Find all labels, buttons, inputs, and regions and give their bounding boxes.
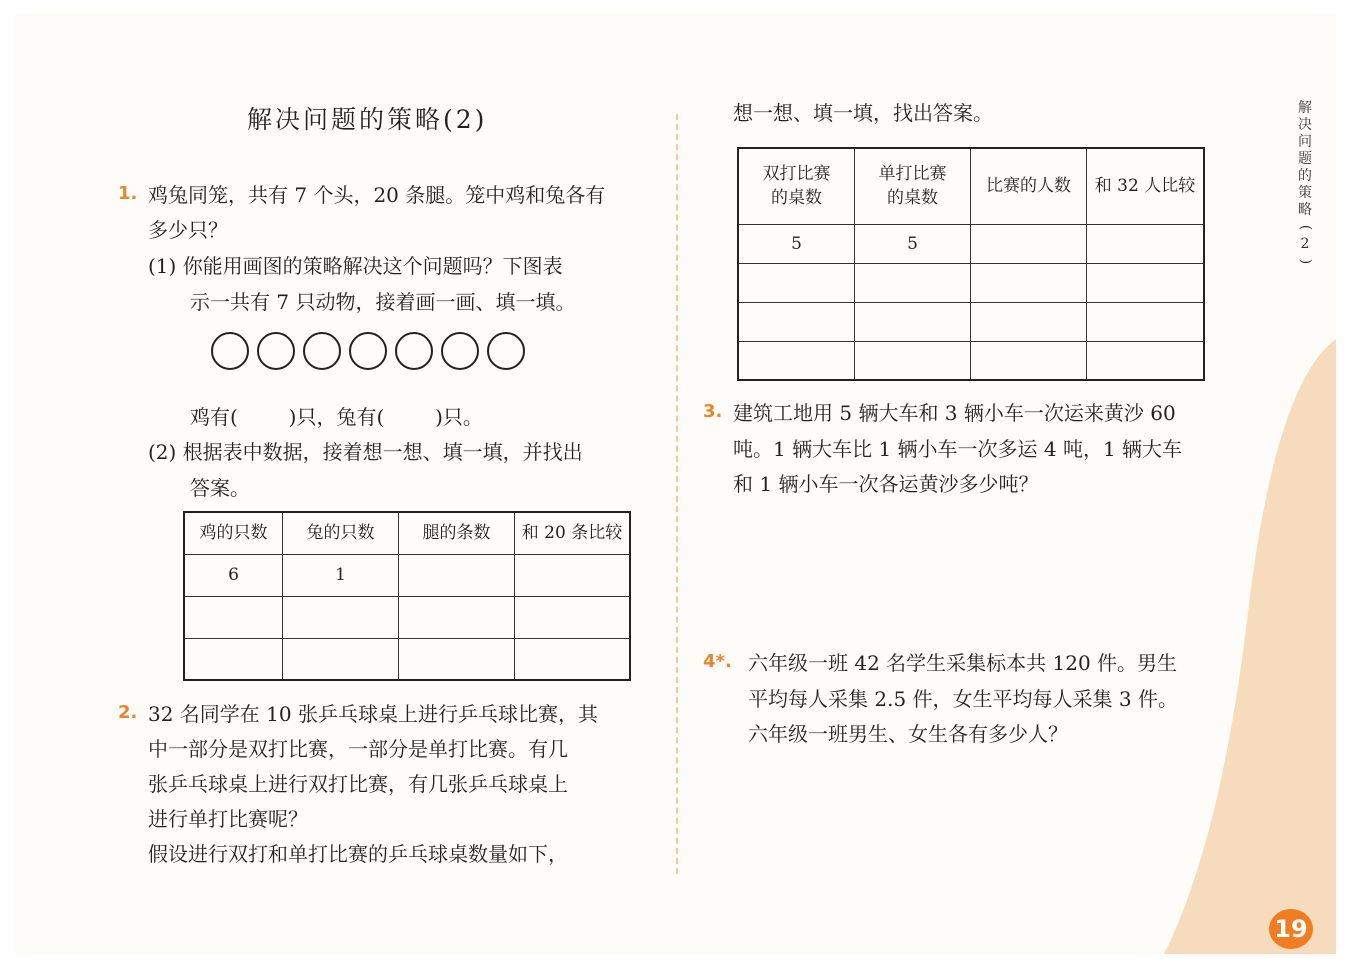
- page-title: 解决问题的策略(2): [247, 105, 488, 134]
- table-row: [738, 263, 1204, 302]
- table-cell[interactable]: [283, 596, 399, 638]
- table-cell[interactable]: [399, 554, 515, 596]
- side-title-char: 决: [1298, 117, 1312, 133]
- table-cell: 5: [738, 224, 855, 263]
- q2-text-line3: 张乒乓球桌上进行双打比赛，有几张乒乓球桌上: [148, 772, 568, 796]
- table-header-row: [184, 512, 630, 554]
- side-title-char: 2: [1300, 236, 1310, 252]
- table-cell[interactable]: [184, 638, 283, 680]
- q1-part1-line2: 示一共有 7 只动物，接着画一画、填一填。: [190, 290, 576, 314]
- q1-part2-line1: (2) 根据表中数据，接着想一想、填一填，并找出: [148, 440, 583, 464]
- animal-circle[interactable]: [349, 332, 387, 370]
- table-header-line: 的桌数: [771, 188, 822, 209]
- table-cell[interactable]: [738, 263, 855, 302]
- q2-intro-continued: 想一想、填一填，找出答案。: [733, 101, 993, 125]
- q2-text-line5: 假设进行双打和单打比赛的乒乓球桌数量如下，: [148, 842, 568, 866]
- side-title-char: 的: [1298, 168, 1312, 184]
- table-header: [971, 148, 1087, 224]
- question-2-number: 2.: [118, 702, 138, 723]
- animal-circle[interactable]: [441, 332, 479, 370]
- animal-circle[interactable]: [303, 332, 341, 370]
- animal-circle[interactable]: [487, 332, 525, 370]
- q2-text-line4: 进行单打比赛呢？: [148, 807, 308, 831]
- animal-circle[interactable]: [211, 332, 249, 370]
- table-header: [738, 148, 855, 224]
- q3-text-line2: 吨。1 辆大车比 1 辆小车一次多运 4 吨，1 辆大车: [733, 437, 1183, 461]
- q1-text-line2: 多少只？: [148, 218, 228, 242]
- animal-circle[interactable]: [395, 332, 433, 370]
- table-cell[interactable]: [515, 554, 631, 596]
- side-title-char: 策: [1298, 185, 1312, 201]
- table-cell[interactable]: [399, 596, 515, 638]
- table-cell[interactable]: [971, 302, 1087, 341]
- table-cell[interactable]: [855, 263, 971, 302]
- table-header: [1087, 148, 1205, 224]
- table-cell: 5: [855, 224, 971, 263]
- q4-text-line3: 六年级一班男生、女生各有多少人？: [748, 722, 1068, 746]
- side-chapter-title: [1295, 100, 1315, 270]
- page-number-badge: 19: [1269, 909, 1313, 949]
- question-3-number: 3.: [703, 401, 723, 422]
- table-header-line: 和 32 人比较: [1094, 176, 1196, 197]
- chicken-rabbit-table: [183, 511, 631, 681]
- side-title-char: 略: [1298, 202, 1312, 218]
- q3-text-line3: 和 1 辆小车一次各运黄沙多少吨？: [733, 472, 1039, 496]
- q1-part2-line2: 答案。: [190, 476, 250, 500]
- side-title-char: 问: [1298, 134, 1312, 150]
- table-header: 腿的条数: [399, 512, 515, 554]
- table-header-line: 的桌数: [887, 188, 938, 209]
- table-header-line: 双打比赛: [762, 164, 831, 185]
- q2-text-line1: 32 名同学在 10 张乒乓球桌上进行乒乓球比赛，其: [148, 702, 598, 726]
- workbook-page: [14, 14, 1336, 954]
- table-cell[interactable]: [855, 341, 971, 380]
- table-cell[interactable]: [399, 638, 515, 680]
- animal-circles: [211, 332, 525, 370]
- table-cell[interactable]: [738, 302, 855, 341]
- table-cell: 6: [184, 554, 283, 596]
- table-row: [738, 224, 1204, 263]
- side-title-char: ): [1297, 258, 1314, 265]
- table-header-line: 单打比赛: [878, 164, 947, 185]
- table-cell[interactable]: [971, 263, 1087, 302]
- side-title-char: 解: [1298, 100, 1312, 116]
- table-cell[interactable]: [971, 341, 1087, 380]
- table-cell[interactable]: [1087, 263, 1205, 302]
- table-cell: 1: [283, 554, 399, 596]
- q3-text-line1: 建筑工地用 5 辆大车和 3 辆小车一次运来黄沙 60: [733, 401, 1176, 425]
- table-header: 兔的只数: [283, 512, 399, 554]
- table-row: [184, 554, 630, 596]
- q2-text-line2: 中一部分是双打比赛，一部分是单打比赛。有几: [148, 737, 568, 761]
- q1-part1-line1: (1) 你能用画图的策略解决这个问题吗？下图表: [148, 254, 563, 278]
- table-cell[interactable]: [283, 638, 399, 680]
- table-cell[interactable]: [184, 596, 283, 638]
- q4-text-line2: 平均每人采集 2.5 件，女生平均每人采集 3 件。: [748, 687, 1178, 711]
- table-row: [184, 596, 630, 638]
- table-cell[interactable]: [1087, 302, 1205, 341]
- q1-fill-line: 鸡有( )只，兔有( )只。: [190, 405, 483, 429]
- pingpong-table: [737, 147, 1205, 381]
- table-row: [738, 302, 1204, 341]
- side-title-char: (: [1297, 224, 1314, 231]
- question-4-number: 4*.: [703, 651, 732, 672]
- table-header-line: 比赛的人数: [986, 176, 1071, 197]
- q1-text-line1: 鸡兔同笼，共有 7 个头，20 条腿。笼中鸡和兔各有: [148, 183, 606, 207]
- table-cell[interactable]: [515, 596, 631, 638]
- table-cell[interactable]: [738, 341, 855, 380]
- table-header: [855, 148, 971, 224]
- table-row: [738, 341, 1204, 380]
- table-row: [184, 638, 630, 680]
- table-cell[interactable]: [515, 638, 631, 680]
- q4-text-line1: 六年级一班 42 名学生采集标本共 120 件。男生: [748, 651, 1178, 675]
- table-cell[interactable]: [855, 302, 971, 341]
- question-1-number: 1.: [118, 183, 138, 204]
- table-header: 鸡的只数: [184, 512, 283, 554]
- table-header-row: [738, 148, 1204, 224]
- side-title-char: 题: [1298, 151, 1312, 167]
- table-header: 和 20 条比较: [515, 512, 631, 554]
- table-cell[interactable]: [1087, 224, 1205, 263]
- animal-circle[interactable]: [257, 332, 295, 370]
- column-divider: [676, 114, 678, 874]
- table-cell[interactable]: [1087, 341, 1205, 380]
- table-cell[interactable]: [971, 224, 1087, 263]
